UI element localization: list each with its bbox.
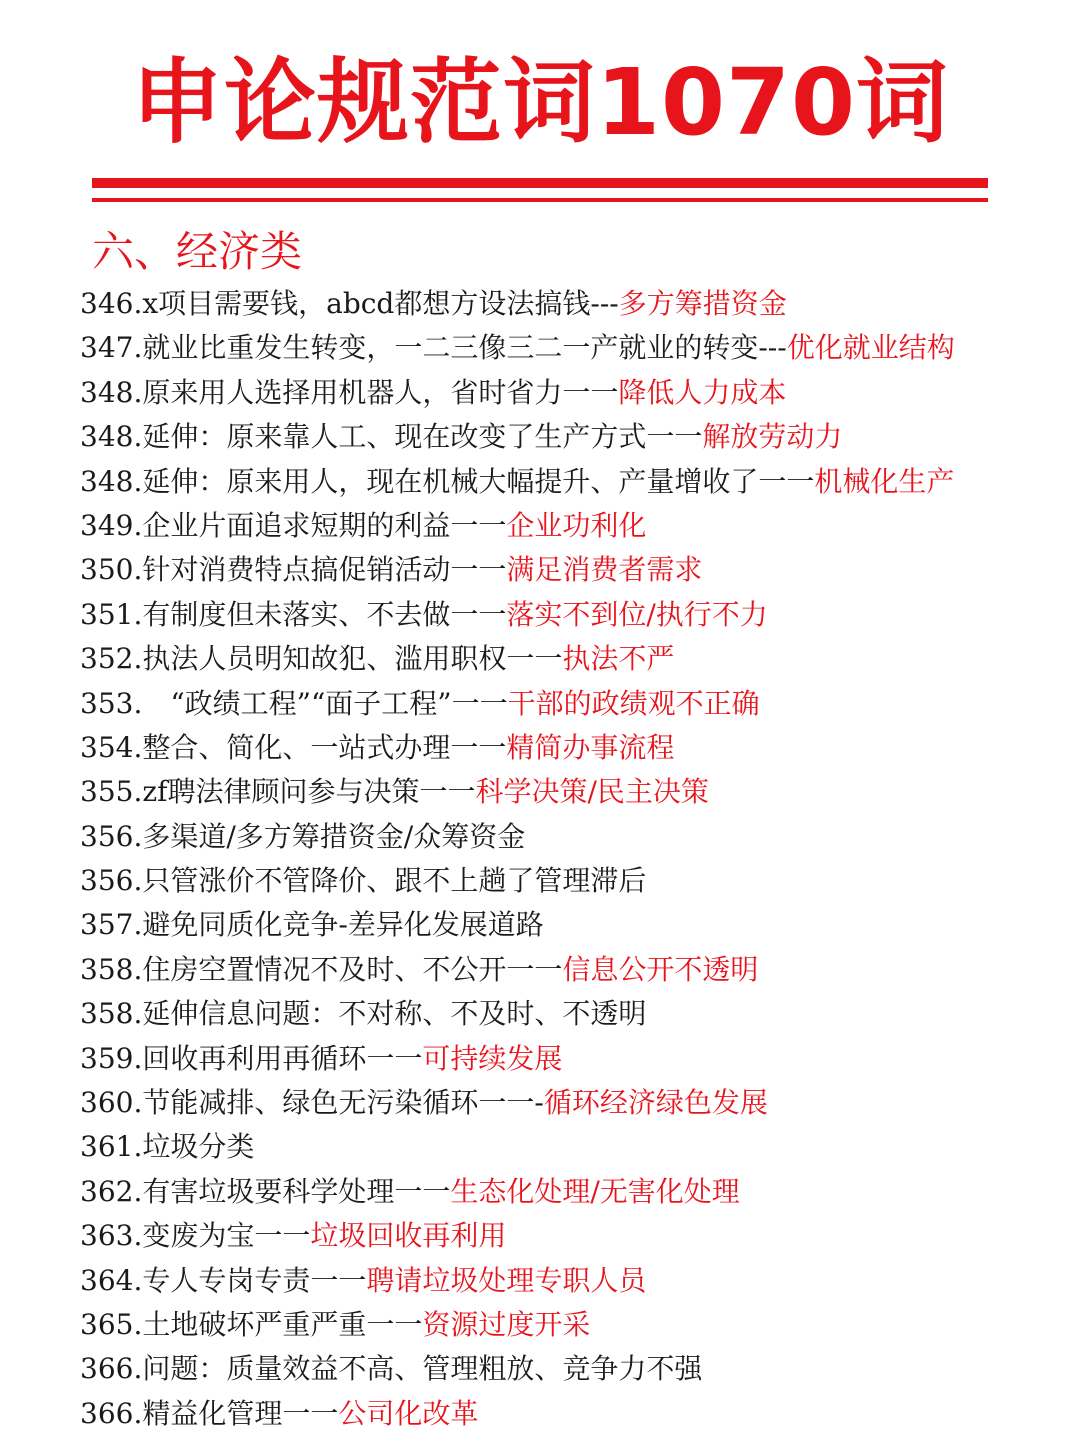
- item-description: 366.问题：质量效益不高、管理粗放、竞争力不强: [80, 1352, 703, 1386]
- item-description: 348.延伸：原来靠人工、现在改变了生产方式一一: [80, 420, 703, 454]
- item-description: 348.延伸：原来用人，现在机械大幅提升、产量增收了一一: [80, 464, 815, 498]
- item-description: 364.专人专岗专责一一: [80, 1263, 367, 1297]
- item-description: 362.有害垃圾要科学处理一一: [80, 1174, 451, 1208]
- item-standard-term: 降低人力成本: [618, 375, 787, 409]
- list-item: [80, 371, 1070, 415]
- item-description: 353. “政绩工程”“面子工程”一一: [80, 686, 508, 720]
- vocabulary-list: [80, 282, 1070, 1436]
- item-standard-term: 机械化生产: [814, 464, 955, 498]
- item-description: 358.延伸信息问题：不对称、不及时、不透明: [80, 997, 647, 1031]
- list-item: [80, 1170, 1070, 1214]
- section-heading: 六、经济类: [92, 227, 303, 276]
- list-item: [80, 548, 1070, 592]
- list-item: [80, 903, 1070, 947]
- item-standard-term: 公司化改革: [338, 1396, 479, 1430]
- item-description: 363.变废为宝一一: [80, 1219, 311, 1253]
- item-description: 350.针对消费特点搞促销活动一一: [80, 553, 507, 587]
- item-description: 359.回收再利用再循环一一: [80, 1041, 423, 1075]
- list-item: [80, 1125, 1070, 1169]
- item-description: 356.只管涨价不管降价、跟不上趟了管理滞后: [80, 864, 647, 898]
- page-title: 申论规范词1070词: [130, 49, 950, 156]
- item-description: 352.执法人员明知故犯、滥用职权一一: [80, 642, 563, 676]
- list-item: [80, 593, 1070, 637]
- list-item: [80, 460, 1070, 504]
- list-item: [80, 1037, 1070, 1081]
- list-item: [80, 326, 1070, 370]
- item-description: 347.就业比重发生转变，一二三像三二一产就业的转变---: [80, 331, 787, 365]
- item-description: 351.有制度但未落实、不去做一一: [80, 597, 507, 631]
- list-item: [80, 726, 1070, 770]
- item-standard-term: 生态化处理/无害化处理: [450, 1174, 740, 1208]
- item-standard-term: 垃圾回收再利用: [310, 1219, 507, 1253]
- item-standard-term: 落实不到位/执行不力: [506, 597, 768, 631]
- item-description: 349.企业片面追求短期的利益一一: [80, 508, 507, 542]
- list-item: [80, 1259, 1070, 1303]
- item-description: 361.垃圾分类: [80, 1130, 255, 1164]
- item-standard-term: 信息公开不透明: [562, 952, 759, 986]
- list-item: [80, 504, 1070, 548]
- item-standard-term: 多方筹措资金: [618, 287, 787, 320]
- list-item: [80, 992, 1070, 1036]
- item-standard-term: 企业功利化: [506, 508, 647, 542]
- item-description: 348.原来用人选择用机器人，省时省力一一: [80, 375, 619, 409]
- list-item: [80, 682, 1070, 726]
- item-standard-term: 优化就业结构: [786, 331, 955, 365]
- title-divider-thin: [92, 198, 988, 202]
- list-item: [80, 1392, 1070, 1436]
- title-divider-thick: [92, 178, 988, 188]
- list-item: [80, 859, 1070, 903]
- list-item: [80, 1214, 1070, 1258]
- item-description: 358.住房空置情况不及时、不公开一一: [80, 952, 563, 986]
- list-item: [80, 637, 1070, 681]
- list-item: [80, 1347, 1070, 1391]
- item-standard-term: 可持续发展: [422, 1041, 563, 1075]
- item-description: 366.精益化管理一一: [80, 1396, 339, 1430]
- item-description: 346.x项目需要钱，abcd都想方设法搞钱---: [80, 287, 619, 320]
- list-item: [80, 948, 1070, 992]
- item-description: 360.节能减排、绿色无污染循环一一-: [80, 1086, 544, 1120]
- item-standard-term: 干部的政绩观不正确: [507, 686, 760, 720]
- item-description: 365.土地破坏严重严重一一: [80, 1307, 423, 1341]
- item-standard-term: 资源过度开采: [422, 1307, 591, 1341]
- list-item: [80, 770, 1070, 814]
- item-standard-term: 精简办事流程: [506, 730, 675, 764]
- item-standard-term: 满足消费者需求: [506, 553, 703, 587]
- item-description: 355.zf聘法律顾问参与决策一一: [80, 775, 476, 809]
- item-standard-term: 循环经济绿色发展: [543, 1086, 768, 1120]
- list-item: [80, 815, 1070, 859]
- item-standard-term: 解放劳动力: [702, 420, 843, 454]
- item-standard-term: 聘请垃圾处理专职人员: [366, 1263, 647, 1297]
- list-item: [80, 1303, 1070, 1347]
- item-standard-term: 科学决策/民主决策: [475, 775, 709, 809]
- list-item: [80, 282, 1070, 326]
- item-description: 354.整合、简化、一站式办理一一: [80, 730, 507, 764]
- item-description: 356.多渠道/多方筹措资金/众筹资金: [80, 819, 526, 853]
- item-description: 357.避免同质化竞争-差异化发展道路: [80, 908, 544, 942]
- list-item: [80, 415, 1070, 459]
- item-standard-term: 执法不严: [562, 642, 675, 676]
- list-item: [80, 1081, 1070, 1125]
